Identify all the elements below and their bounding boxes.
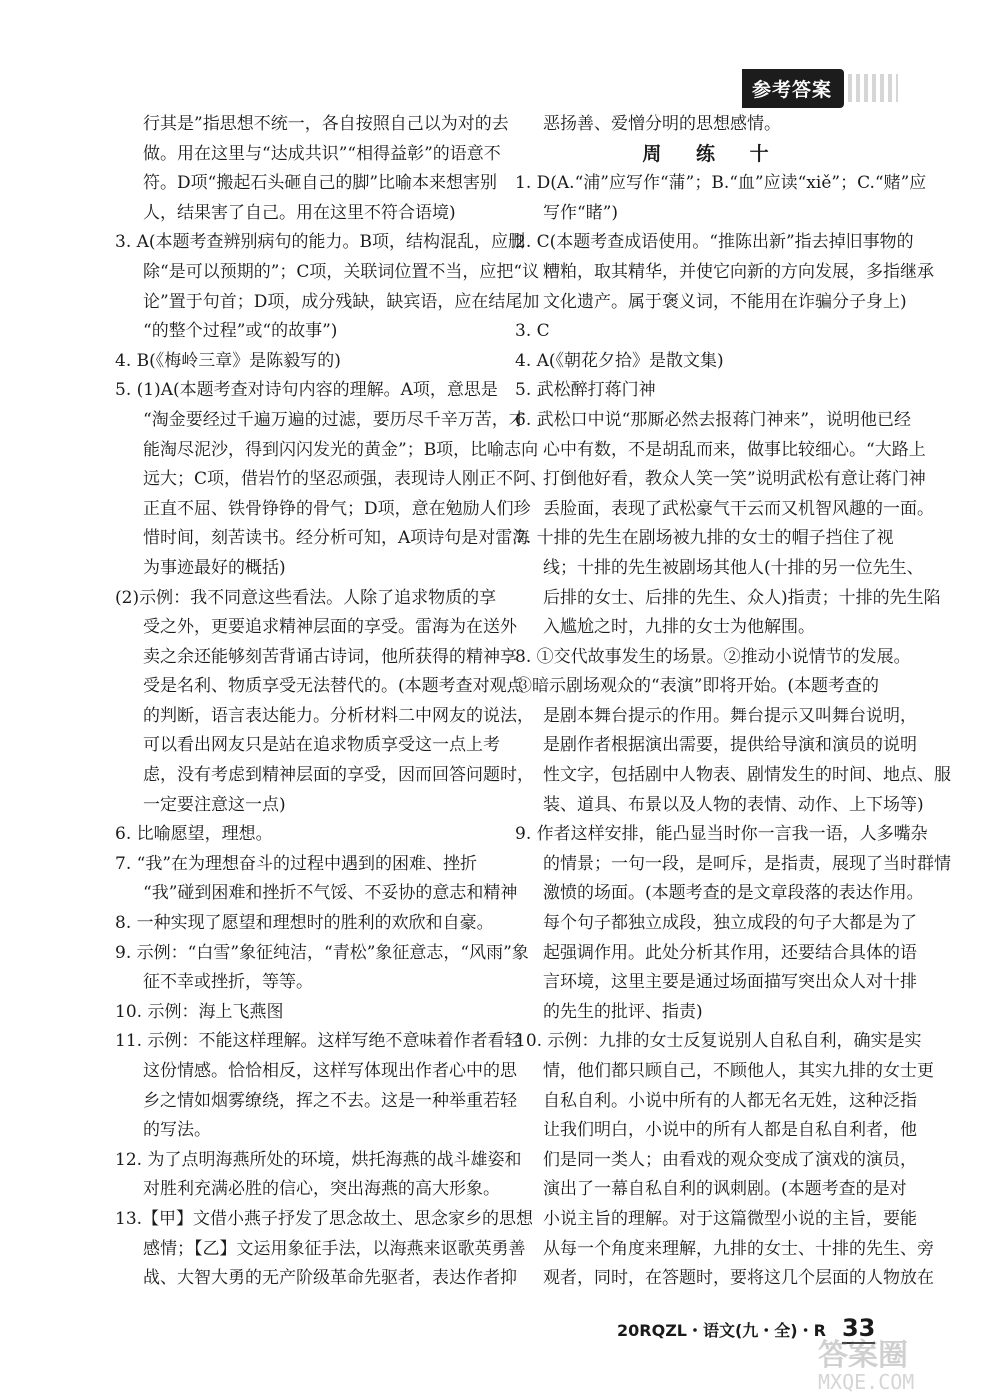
text-line: 对胜利充满必胜的信心，突出海燕的高大形象。 <box>143 1179 500 1200</box>
text-line: 从每一个角度来理解，九排的女士、十排的先生、旁 <box>543 1238 934 1259</box>
badge-label: 参考答案 <box>742 69 844 108</box>
text-line: 行其是”指思想不统一，各自按照自己以为对的去 <box>143 114 509 134</box>
text-line: 言环境，这里主要是通过场面描写突出众人对十排 <box>543 972 917 993</box>
text-line: 7. “我”在为理想奋斗的过程中遇到的困难、挫折 <box>115 853 478 874</box>
text-line: 正直不屈、铁骨铮铮的骨气；D项，意在勉励人们珍 <box>143 498 531 519</box>
text-line: 入尴尬之时，九排的女士为他解围。 <box>543 617 815 638</box>
text-line: 后排的女士、后排的先生、众人)指责；十排的先生陷 <box>543 587 941 608</box>
section-title: 周 练 十 <box>642 142 783 165</box>
text-line: 13.【甲】文借小燕子抒发了思念故土、思念家乡的思想 <box>115 1208 534 1229</box>
text-line: 受是名利、物质享受无法替代的。(本题考查对观点 <box>143 676 524 697</box>
page-number: 33 <box>841 1314 876 1342</box>
text-line: 演出了一幕自私自利的讽刺剧。(本题考查的是对 <box>543 1179 907 1200</box>
text-line: 惜时间，刻苦读书。经分析可知，A项诗句是对雷海 <box>143 528 530 549</box>
watermark-text: 答案圈 <box>818 1338 908 1373</box>
text-line: 写作“睹”) <box>543 202 619 223</box>
text-line: 打倒他好看，教众人笑一笑”说明武松有意让蒋门神 <box>543 469 926 490</box>
badge-decoration <box>848 74 898 102</box>
text-line: ③暗示剧场观众的“表演”即将开始。(本题考查的 <box>515 676 880 697</box>
text-line: 受之外，更要追求精神层面的享受。雷海为在送外 <box>143 617 517 638</box>
book-code: 20RQZL・语文(九・全)・R <box>617 1320 826 1340</box>
text-line: (2)示例：我不同意这些看法。人除了追求物质的享 <box>115 587 497 608</box>
text-line: 2. C(本题考查成语使用。“推陈出新”指去掉旧事物的 <box>515 232 914 253</box>
text-line: 的判断，语言表达能力。分析材料二中网友的说法， <box>143 705 534 726</box>
text-line: 7. 十排的先生在剧场被九排的女士的帽子挡住了视 <box>515 528 894 549</box>
text-line: 线；十排的先生被剧场其他人(十排的另一位先生、 <box>543 557 924 578</box>
text-line: 做。用在这里与“达成共识”“相得益彰”的语意不 <box>143 143 501 164</box>
text-line: 为事迹最好的概括) <box>143 557 286 578</box>
text-line: “淘金要经过千遍万遍的过滤，要历尽千辛万苦，才 <box>143 409 526 430</box>
text-line: 战、大智大勇的无产阶级革命先驱者，表达作者抑 <box>143 1268 517 1289</box>
text-line: 自私自利。小说中所有的人都无名无姓，这种泛指 <box>543 1090 917 1111</box>
text-line: 6. 比喻愿望，理想。 <box>115 824 273 845</box>
text-line: 可以看出网友只是站在追求物质享受这一点上考 <box>143 735 500 756</box>
text-line: 9. 示例：“白雪”象征纯洁，“青松”象征意志，“风雨”象 <box>115 942 529 963</box>
text-line: 感情；【乙】文运用象征手法，以海燕来讴歌英勇善 <box>143 1238 526 1259</box>
text-line: 8. 一种实现了愿望和理想时的胜利的欢欣和自豪。 <box>115 913 494 934</box>
text-line: 糟粕，取其精华，并使它向新的方向发展，多指继承 <box>543 261 934 282</box>
text-line: 5. 武松醉打蒋门神 <box>515 380 656 401</box>
text-line: 乡之情如烟雾缭绕，挥之不去。这是一种举重若轻 <box>143 1090 517 1111</box>
text-line: 除“是可以预期的”；C项，关联词位置不当，应把“议 <box>143 261 540 282</box>
text-line: 激愤的场面。(本题考查的是文章段落的表达作用。 <box>543 883 924 904</box>
text-line: 符。D项“搬起石头砸自己的脚”比喻本来想害别 <box>143 173 498 194</box>
text-line: 的写法。 <box>143 1120 211 1141</box>
text-line: 情，他们都只顾自己，不顾他人，其实九排的女士更 <box>543 1061 934 1081</box>
text-line: 6. 武松口中说“那厮必然去报蒋门神来”，说明他已经 <box>515 409 912 430</box>
text-line: 是剧本舞台提示的作用。舞台提示又叫舞台说明， <box>543 705 917 726</box>
text-line: 卖之余还能够刻苦背诵古诗词，他所获得的精神享 <box>143 646 517 667</box>
text-line: 征不幸或挫折，等等。 <box>143 972 313 993</box>
text-line: 起强调作用。此处分析其作用，还要结合具体的语 <box>543 942 917 963</box>
text-line: 8. ①交代故事发生的场景。②推动小说情节的发展。 <box>515 646 911 667</box>
text-line: 观者，同时，在答题时，要将这几个层面的人物放在 <box>543 1268 934 1289</box>
watermark-logo <box>818 1330 988 1394</box>
right-column <box>515 110 951 1294</box>
watermark-url: MXQE.COM <box>818 1370 915 1394</box>
text-line: 每个句子都独立成段，独立成段的句子大都是为了 <box>543 913 917 934</box>
text-line: 的情景；一句一段，是呵斥，是指责，展现了当时群情 <box>543 853 951 874</box>
text-line: 装、道具、布景以及人物的表情、动作、上下场等) <box>543 794 924 815</box>
text-line: 一定要注意这一点) <box>143 794 286 815</box>
text-line: 12. 为了点明海燕所处的环境，烘托海燕的战斗雄姿和 <box>115 1149 522 1170</box>
text-line: 让我们明白，小说中的所有人都是自私自利者，他 <box>543 1120 917 1141</box>
answer-header-badge <box>742 68 902 108</box>
text-line: 的先生的批评、指责) <box>543 1001 703 1022</box>
text-line: 论”置于句首；D项，成分残缺，缺宾语，应在结尾加 <box>143 291 540 312</box>
text-line: 虑，没有考虑到精神层面的享受，因而回答问题时， <box>143 765 534 786</box>
text-line: 9. 作者这样安排，能凸显当时你一言我一语，人多嘴杂 <box>515 824 928 845</box>
text-line: 丢脸面，表现了武松豪气干云而又机智风趣的一面。 <box>543 498 934 519</box>
text-line: 3. A(本题考查辨别病句的能力。B项，结构混乱，应删 <box>115 232 526 253</box>
text-line: 3. C <box>515 321 550 342</box>
text-line: “我”碰到困难和挫折不气馁、不妥协的意志和精神 <box>143 883 518 904</box>
text-line: 人，结果害了自己。用在这里不符合语境) <box>143 202 456 223</box>
text-line: 小说主旨的理解。对于这篇微型小说的主旨，要能 <box>543 1208 917 1229</box>
text-line: 恶扬善、爱憎分明的思想感情。 <box>543 114 781 134</box>
text-line: 心中有数，不是胡乱而来，做事比较细心。“大路上 <box>543 439 926 460</box>
text-line: 11. 示例：不能这样理解。这样写绝不意味着作者看轻 <box>115 1031 522 1052</box>
text-line: 远大；C项，借岩竹的坚忍顽强，表现诗人刚正不阿、 <box>143 469 548 490</box>
text-line: 能淘尽泥沙，得到闪闪发光的黄金”；B项，比喻志向 <box>143 439 539 460</box>
text-line: 4. B(《梅岭三章》是陈毅写的) <box>115 350 341 371</box>
text-line: 是剧作者根据演出需要，提供给导演和演员的说明 <box>543 735 917 756</box>
text-line: 文化遗产。属于褒义词，不能用在诈骗分子身上) <box>543 291 907 312</box>
text-line: 5. (1)A(本题考查对诗句内容的理解。A项，意思是 <box>115 380 498 401</box>
text-line: 10. 示例：海上飞燕图 <box>115 1001 284 1022</box>
text-line: 4. A(《朝花夕拾》是散文集) <box>515 350 724 371</box>
text-line: “的整个过程”或“的故事”) <box>143 321 338 342</box>
text-line: 10. 示例：九排的女士反复说别人自私自利，确实是实 <box>515 1031 922 1052</box>
text-line: 1. D(A.“浦”应写作“蒲”；B.“血”应读“xiě”；C.“赌”应 <box>515 173 927 194</box>
text-line: 这份情感。恰恰相反，这样写体现出作者心中的思 <box>143 1061 517 1081</box>
text-line: 性文字，包括剧中人物表、剧情发生的时间、地点、服 <box>543 765 951 786</box>
text-line: 们是同一类人；由看戏的观众变成了演戏的演员， <box>543 1149 917 1170</box>
